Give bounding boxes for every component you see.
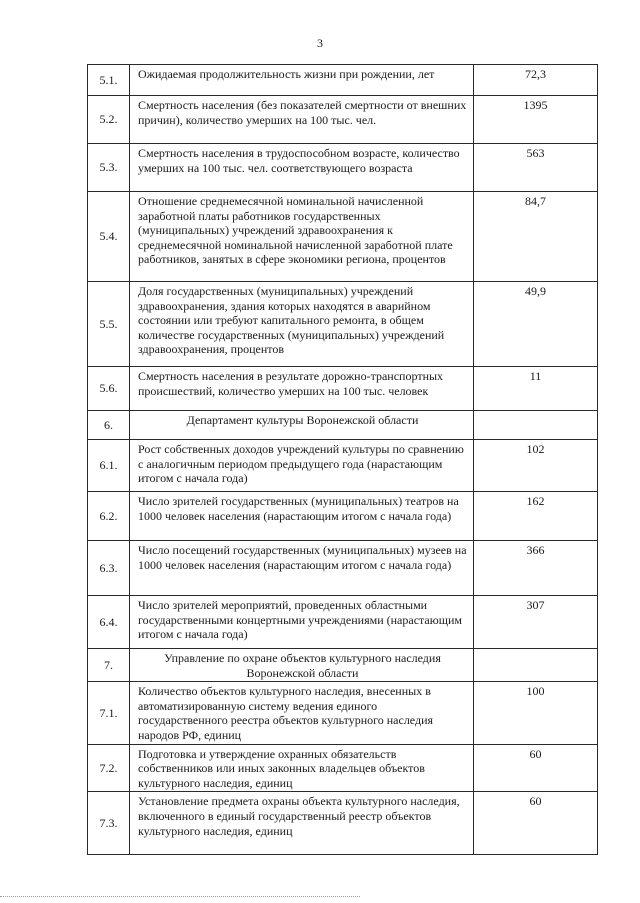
indicator-value (474, 411, 598, 440)
indicator-description: Доля государственных (муниципальных) учреждений здравоохранения, здания которых находятся в аварийном состоянии или требуют капитального ремонта, в общем количестве государственных (муниципальных) учреждений здравоохранения, процентов (130, 282, 474, 367)
row-number: 5.2. (88, 96, 130, 144)
row-number: 6. (88, 411, 130, 440)
indicator-description: Установление предмета охраны объекта культурного наследия, включенного в единый государственный реестр объектов культурного наследия, единиц (130, 792, 474, 855)
indicator-value: 60 (474, 744, 598, 792)
indicator-value: 11 (474, 367, 598, 411)
row-number: 7.3. (88, 792, 130, 855)
section-title: Департамент культуры Воронежской области (130, 411, 474, 440)
row-number: 5.5. (88, 282, 130, 367)
table-row (88, 440, 598, 492)
row-number: 7.1. (88, 682, 130, 744)
table-row (88, 682, 598, 744)
table-row (88, 96, 598, 144)
table-row (88, 144, 598, 192)
indicator-value (474, 649, 598, 682)
indicator-value: 60 (474, 792, 598, 855)
row-number: 5.6. (88, 367, 130, 411)
indicator-description: Количество объектов культурного наследия, внесенных в автоматизированную систему ведения единого государственного реестра объектов культурного наследия народов РФ, единиц (130, 682, 474, 744)
indicator-description: Подготовка и утверждение охранных обязательств собственников или иных законных владельцев объектов культурного наследия, единиц (130, 744, 474, 792)
page-number: 3 (317, 36, 323, 50)
indicators-table (87, 64, 598, 855)
indicator-description: Смертность населения в трудоспособном возрасте, количество умерших на 100 тыс. чел. соответствующего возраста (130, 144, 474, 192)
table-row (88, 282, 598, 367)
indicator-value: 49,9 (474, 282, 598, 367)
section-row (88, 649, 598, 682)
table-row (88, 541, 598, 596)
table-row (88, 65, 598, 96)
indicator-value: 366 (474, 541, 598, 596)
row-number: 6.4. (88, 596, 130, 649)
row-number: 5.4. (88, 192, 130, 282)
indicator-description: Смертность населения в результате дорожно-транспортных происшествий, количество умерших на 100 тыс. человек (130, 367, 474, 411)
table-row (88, 792, 598, 855)
indicator-description: Отношение среднемесячной номинальной начисленной заработной платы работников государственных (муниципальных) учреждений здравоохранения к среднемесячной номинальной начисленной заработной плате работников, занятых в сфере экономики региона, процентов (130, 192, 474, 282)
indicator-value: 72,3 (474, 65, 598, 96)
indicator-value: 307 (474, 596, 598, 649)
table-row (88, 596, 598, 649)
row-number: 5.3. (88, 144, 130, 192)
section-title: Управление по охране объектов культурного наследия Воронежской области (130, 649, 474, 682)
row-number: 5.1. (88, 65, 130, 96)
table-row (88, 744, 598, 792)
row-number: 7. (88, 649, 130, 682)
table-row (88, 367, 598, 411)
table-row (88, 192, 598, 282)
row-number: 6.3. (88, 541, 130, 596)
indicator-value: 1395 (474, 96, 598, 144)
indicator-description: Ожидаемая продолжительность жизни при рождении, лет (130, 65, 474, 96)
section-row (88, 411, 598, 440)
indicators-table-body (88, 65, 598, 855)
indicator-value: 100 (474, 682, 598, 744)
indicator-value: 102 (474, 440, 598, 492)
indicator-description: Число зрителей государственных (муниципальных) театров на 1000 человек населения (нарастающим итогом с начала года) (130, 492, 474, 541)
indicator-description: Рост собственных доходов учреждений культуры по сравнению с аналогичным периодом предыдущего года (нарастающим итогом с начала года) (130, 440, 474, 492)
footer-rule (0, 896, 360, 897)
row-number: 6.2. (88, 492, 130, 541)
row-number: 6.1. (88, 440, 130, 492)
indicator-value: 162 (474, 492, 598, 541)
table-row (88, 492, 598, 541)
indicator-description: Смертность населения (без показателей смертности от внешних причин), количество умерших на 100 тыс. чел. (130, 96, 474, 144)
indicator-value: 563 (474, 144, 598, 192)
indicator-description: Число зрителей мероприятий, проведенных областными государственными концертными учреждениями (нарастающим итогом с начала года) (130, 596, 474, 649)
indicator-value: 84,7 (474, 192, 598, 282)
indicator-description: Число посещений государственных (муниципальных) музеев на 1000 человек населения (нарастающим итогом с начала года) (130, 541, 474, 596)
row-number: 7.2. (88, 744, 130, 792)
